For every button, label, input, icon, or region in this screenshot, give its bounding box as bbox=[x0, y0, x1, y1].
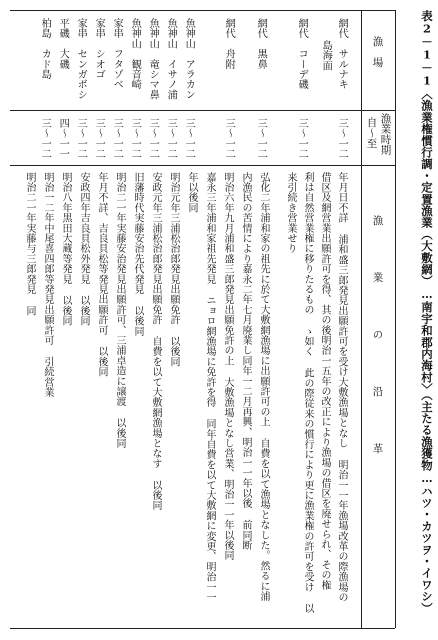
header-history: 漁 業 の 沿 革 bbox=[371, 215, 384, 472]
history-line: 明治一二年中尾喜四郎等発見出願許可 引続営業 bbox=[42, 172, 53, 398]
history-line: 旧藩時代実藤安治先代発見 以後同 bbox=[132, 172, 143, 337]
fishing-ground-13: 柏島 カド島 bbox=[39, 18, 51, 80]
history-line: 明治八年黒田大蔵等発見 以後同 bbox=[60, 172, 71, 326]
season-1: 三～一二 bbox=[336, 118, 348, 159]
fishing-ground-9: 家串 フタゾベ bbox=[111, 18, 123, 90]
fishing-ground-6: 魚神山 イサノ浦 bbox=[165, 18, 177, 100]
table-title: 表2－1－1〈漁業権慣行調・定置漁業（大敷網）…南宇和郡内海村〉（主たる漁獲物…ハツ・カツヲ・イワシ） bbox=[420, 10, 434, 614]
season-8: 三～一二 bbox=[129, 118, 141, 159]
fishing-ground-5: 魚神山 アラカン bbox=[183, 18, 195, 100]
season-4: 三～一二 bbox=[223, 118, 235, 159]
fishing-ground-12: 平磯 大磯 bbox=[57, 18, 69, 69]
history-line: 明治元年三浦松治郎発見出願免許 以後同 bbox=[168, 172, 179, 367]
history-line: 明治二一年実藤安治発見出願許可、三浦卓造に譲渡 以後同 bbox=[114, 172, 125, 449]
history-line: 年月不詳、吉良貝松等発見出願許可 以後同 bbox=[96, 172, 107, 377]
history-line: 明治六年九月浦和盛三郎発見出願免許の上 大敷漁場となし営業、明治一一年以後同 bbox=[222, 172, 233, 561]
fishing-ground-2: 網代 コーデ磯 bbox=[296, 18, 308, 90]
season-11: 三～一二 bbox=[75, 118, 87, 159]
history-line: 安政四年吉良貝松外発見 以後同 bbox=[78, 172, 89, 326]
season-10: 三～一二 bbox=[93, 118, 105, 159]
history-line: 内漁民の苦情により嘉永二年七月廃業し同年一二月再興、明治一一年以後 前同断 bbox=[240, 172, 251, 551]
season-9: 三～一二 bbox=[111, 118, 123, 159]
header-season: 漁業時期 bbox=[379, 113, 392, 155]
fishing-ground-3: 網代 黒鼻 bbox=[255, 18, 267, 69]
history-line: 安政元年三浦松治郎発見出願免許 自費を以て大敷網漁場となす 以後同 bbox=[150, 172, 161, 511]
history-line: 弘化二年浦和家の祖先に於て大敷網漁場に出願許可の上 自費を以て漁場となした。然るに浦 bbox=[258, 172, 269, 602]
season-2: 三～一二 bbox=[296, 118, 308, 159]
season-3: 三～一二 bbox=[255, 118, 267, 159]
fishing-ground-10: 家串 シオゴ bbox=[93, 18, 105, 80]
history-line: 利は自然営業権に移りたるもの ゝ如く 此の際従来の慣行により更に漁業権の許可を受け 以 bbox=[302, 172, 313, 614]
column-divider-ground-season bbox=[10, 110, 395, 111]
history-line: 明治二一年実藤与三郎発見 同 bbox=[24, 172, 35, 316]
history-line: 来引続き営業せり bbox=[285, 172, 296, 254]
season-5: 三～一二 bbox=[183, 118, 195, 159]
table-border-bottom bbox=[10, 628, 395, 629]
fishing-ground-11: 家串 センガボシ bbox=[75, 18, 87, 100]
fishing-ground-4: 網代 舟附 bbox=[223, 18, 235, 69]
header-season-range: 自～至 bbox=[365, 117, 378, 149]
history-line: 年以後同 bbox=[186, 172, 197, 213]
header-ground: 漁 場 bbox=[371, 36, 384, 68]
history-line: 嘉永三年浦和家祖先発見 ニョロ網漁場に免許を得 同年自費を以て大敷網に変更、明治一一 bbox=[204, 172, 215, 603]
header-divider bbox=[361, 10, 362, 628]
fishing-ground-8: 魚神山 観音崎 bbox=[129, 18, 141, 90]
table-border-top bbox=[10, 10, 395, 11]
fishing-ground-7: 魚神山 竜シマ鼻 bbox=[147, 18, 159, 100]
fishing-ground-1: 網代 サルナキ bbox=[336, 18, 348, 90]
fishing-ground-sub-1: 島海面 bbox=[320, 40, 332, 71]
column-divider-season-history bbox=[10, 165, 395, 166]
table-border-right bbox=[395, 10, 396, 628]
season-13: 三～一二 bbox=[39, 118, 51, 159]
season-6: 三～一二 bbox=[165, 118, 177, 159]
season-12: 四～一一 bbox=[57, 118, 69, 159]
history-line: 年月日不詳 浦和盛三郎発見出願許可を受け大敷漁場となし 明治一一年漁場改革の際漁場の bbox=[336, 172, 347, 603]
history-line: 借区及網営業出願許可を得、其の後明治一五年の改正により漁場の借区を廃せられ、その権 bbox=[319, 172, 330, 591]
season-7: 三～一二 bbox=[147, 118, 159, 159]
